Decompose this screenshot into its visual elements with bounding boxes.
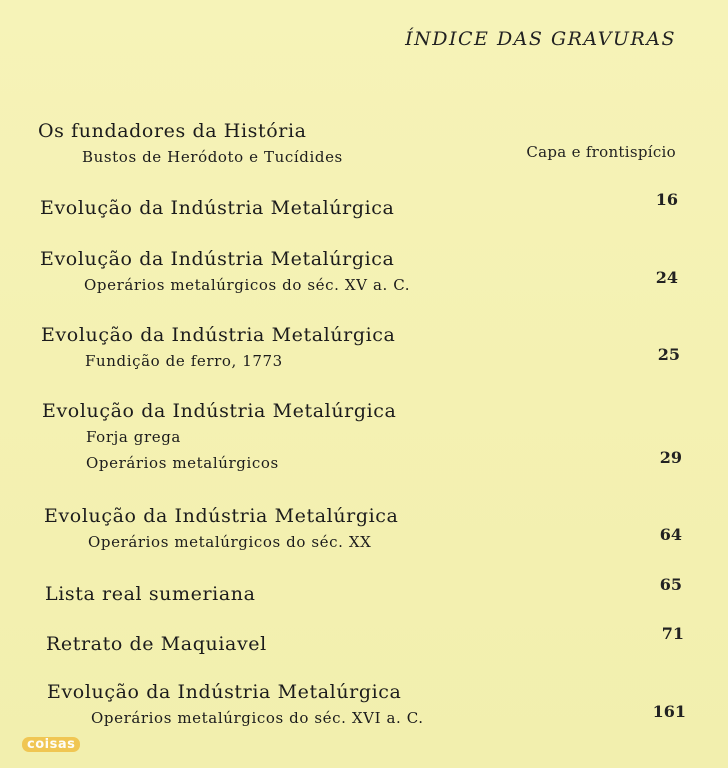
index-entry — [45, 581, 695, 607]
watermark-logo: coisas — [22, 737, 80, 752]
index-entry — [40, 195, 690, 221]
entry-title: Os fundadores da História — [38, 120, 307, 142]
entry-title: Evolução da Indústria Metalúrgica — [40, 248, 395, 270]
entry-page-number: 24 — [655, 268, 678, 287]
entry-title: Evolução da Indústria Metalúrgica — [42, 400, 397, 422]
entry-subtitle: Operários metalúrgicos do séc. XVI a. C. — [91, 709, 424, 727]
index-entry — [41, 322, 691, 374]
entry-title: Evolução da Indústria Metalúrgica — [47, 681, 402, 703]
entry-page-ref: Capa e frontispício — [526, 143, 676, 161]
entry-page-number: 161 — [652, 702, 686, 721]
entry-subtitle: Fundição de ferro, 1773 — [85, 352, 283, 370]
index-entry — [40, 246, 690, 298]
index-entry — [47, 679, 697, 731]
entry-page-number: 29 — [659, 448, 682, 467]
entry-title: Evolução da Indústria Metalúrgica — [40, 197, 395, 219]
entry-page-number: 16 — [655, 190, 678, 209]
entry-subtitle: Operários metalúrgicos do séc. XV a. C. — [84, 276, 411, 294]
entry-title: Evolução da Indústria Metalúrgica — [41, 324, 396, 346]
entry-subtitle: Operários metalúrgicos — [86, 454, 279, 472]
entry-title: Retrato de Maquiavel — [46, 633, 267, 655]
index-entry — [44, 503, 694, 555]
entry-subtitle: Bustos de Heródoto e Tucídides — [82, 148, 343, 166]
entry-page-number: 65 — [659, 575, 682, 594]
entry-title: Evolução da Indústria Metalúrgica — [44, 505, 399, 527]
entry-page-number: 25 — [657, 345, 680, 364]
page-header: ÍNDICE DAS GRAVURAS — [405, 28, 676, 50]
entry-title: Lista real sumeriana — [45, 583, 256, 605]
entry-subtitle: Operários metalúrgicos do séc. XX — [88, 533, 372, 551]
entry-subtitle: Forja grega — [86, 428, 181, 446]
entry-page-number: 64 — [659, 525, 682, 544]
index-entry — [42, 398, 692, 476]
index-entry — [46, 631, 696, 657]
entry-page-number: 71 — [661, 624, 684, 643]
